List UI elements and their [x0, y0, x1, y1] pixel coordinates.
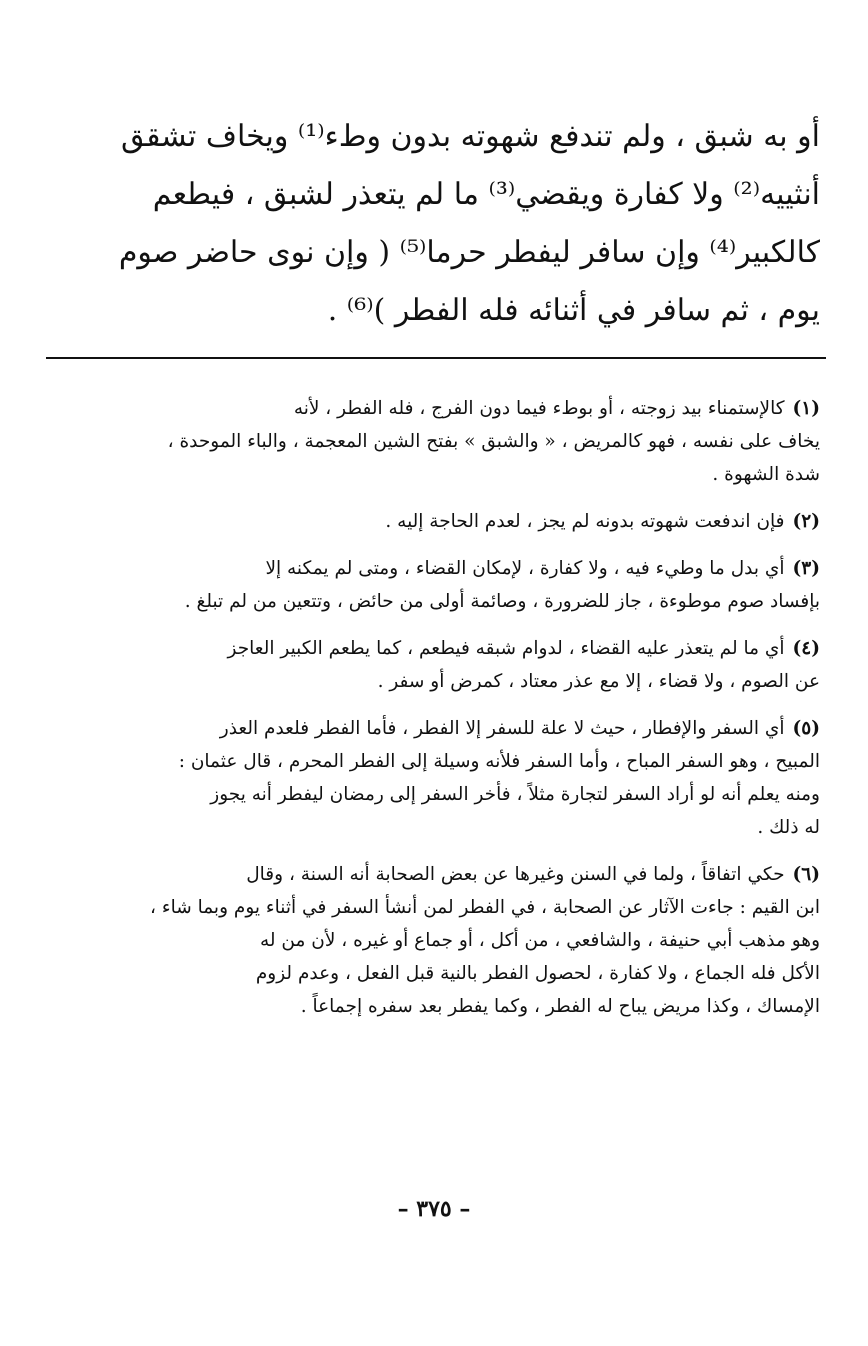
main-text-line: كالكبير⁽⁴⁾ وإن سافر ليفطر حرما⁽⁵⁾ ( وإن نوى حاضر صوم [118, 235, 820, 270]
footnote-line: شدة الشهوة . [712, 464, 820, 485]
footnote-3 [48, 552, 820, 618]
footnote-line: عن الصوم ، ولا قضاء ، إلا مع عذر معتاد ، كمرض أو سفر . [377, 671, 820, 692]
footnote-text: أي ما لم يتعذر عليه القضاء ، لدوام شبقه فيطعم ، كما يطعم الكبير العاجز [227, 638, 785, 659]
main-text-line: أنثييه⁽²⁾ ولا كفارة ويقضي⁽³⁾ ما لم يتعذر لشبق ، فيطعم [152, 177, 820, 212]
footnote-line: يخاف على نفسه ، فهو كالمريض ، « والشبق » بفتح الشين المعجمة ، والباء الموحدة ، [167, 431, 820, 452]
footnote-line: ابن القيم : جاءت الآثار عن الصحابة ، في الفطر لمن أنشأ السفر في أثناء يوم وبما شاء ، [150, 897, 820, 918]
footnote-number: (٢) [792, 511, 820, 532]
footnote-line: ومنه يعلم أنه لو أراد السفر لتجارة مثلاً ، فأخر السفر إلى رمضان ليفطر أنه يجوز [210, 784, 820, 805]
main-text-line: أو به شبق ، ولم تندفع شهوته بدون وطء⁽¹⁾ ويخاف تشقق [121, 119, 820, 154]
footnote-line [48, 392, 820, 425]
footnote-number: (٣) [792, 558, 820, 579]
footnote-5 [48, 712, 820, 844]
footnote-line: الأكل فله الجماع ، ولا كفارة ، لحصول الفطر بالنية قبل الفعل ، وعدم لزوم [255, 963, 820, 984]
footnote-6 [48, 858, 820, 1023]
footnote-1 [48, 392, 820, 491]
footnote-line [48, 505, 820, 538]
footnote-text: كالإستمناء بيد زوجته ، أو بوطء فيما دون الفرج ، فله الفطر ، لأنه [293, 398, 785, 419]
footnote-line [48, 712, 820, 745]
footnote-2 [48, 505, 820, 538]
footnote-text: حكي اتفاقاً ، ولما في السنن وغيرها عن بعض الصحابة أنه السنة ، وقال [246, 864, 785, 885]
footnote-line: بإفساد صوم موطوءة ، جاز للضرورة ، وصائمة أولى من حائض ، وتتعين من لم تبلغ . [184, 591, 820, 612]
footnote-line [48, 632, 820, 665]
footnote-number: (٦) [792, 864, 820, 885]
footnote-line: المبيح ، وهو السفر المباح ، وأما السفر فلأنه وسيلة إلى الفطر المحرم ، قال عثمان : [178, 751, 820, 772]
page-number: – ٣٧٥ – [397, 1196, 471, 1222]
footnote-line: الإمساك ، وكذا مريض يباح له الفطر ، وكما يفطر بعد سفره إجماعاً . [300, 996, 820, 1017]
footnote-line: وهو مذهب أبي حنيفة ، والشافعي ، من أكل ، أو جماع أو غيره ، لأن من له [259, 930, 820, 951]
footnote-text: أي السفر والإفطار ، حيث لا علة للسفر إلا الفطر ، فأما الفطر فلعدم العذر [219, 718, 785, 739]
footnote-number: (١) [792, 398, 820, 419]
main-text-line: يوم ، ثم سافر في أثنائه فله الفطر )⁽⁶⁾ . [327, 293, 820, 328]
footnote-number: (٤) [792, 638, 820, 659]
footnote-text: أي بدل ما وطيء فيه ، ولا كفارة ، لإمكان القضاء ، ومتى لم يمكنه إلا [265, 558, 785, 579]
footnote-text: فإن اندفعت شهوته بدونه لم يجز ، لعدم الحاجة إليه . [385, 511, 785, 532]
footnote-number: (٥) [792, 718, 820, 739]
footnote-line [48, 858, 820, 891]
main-text-block [50, 108, 820, 340]
footnotes-section [48, 392, 820, 1037]
footnote-divider [46, 357, 826, 359]
footnote-line: له ذلك . [757, 817, 820, 838]
footnote-4 [48, 632, 820, 698]
footnote-line [48, 552, 820, 585]
